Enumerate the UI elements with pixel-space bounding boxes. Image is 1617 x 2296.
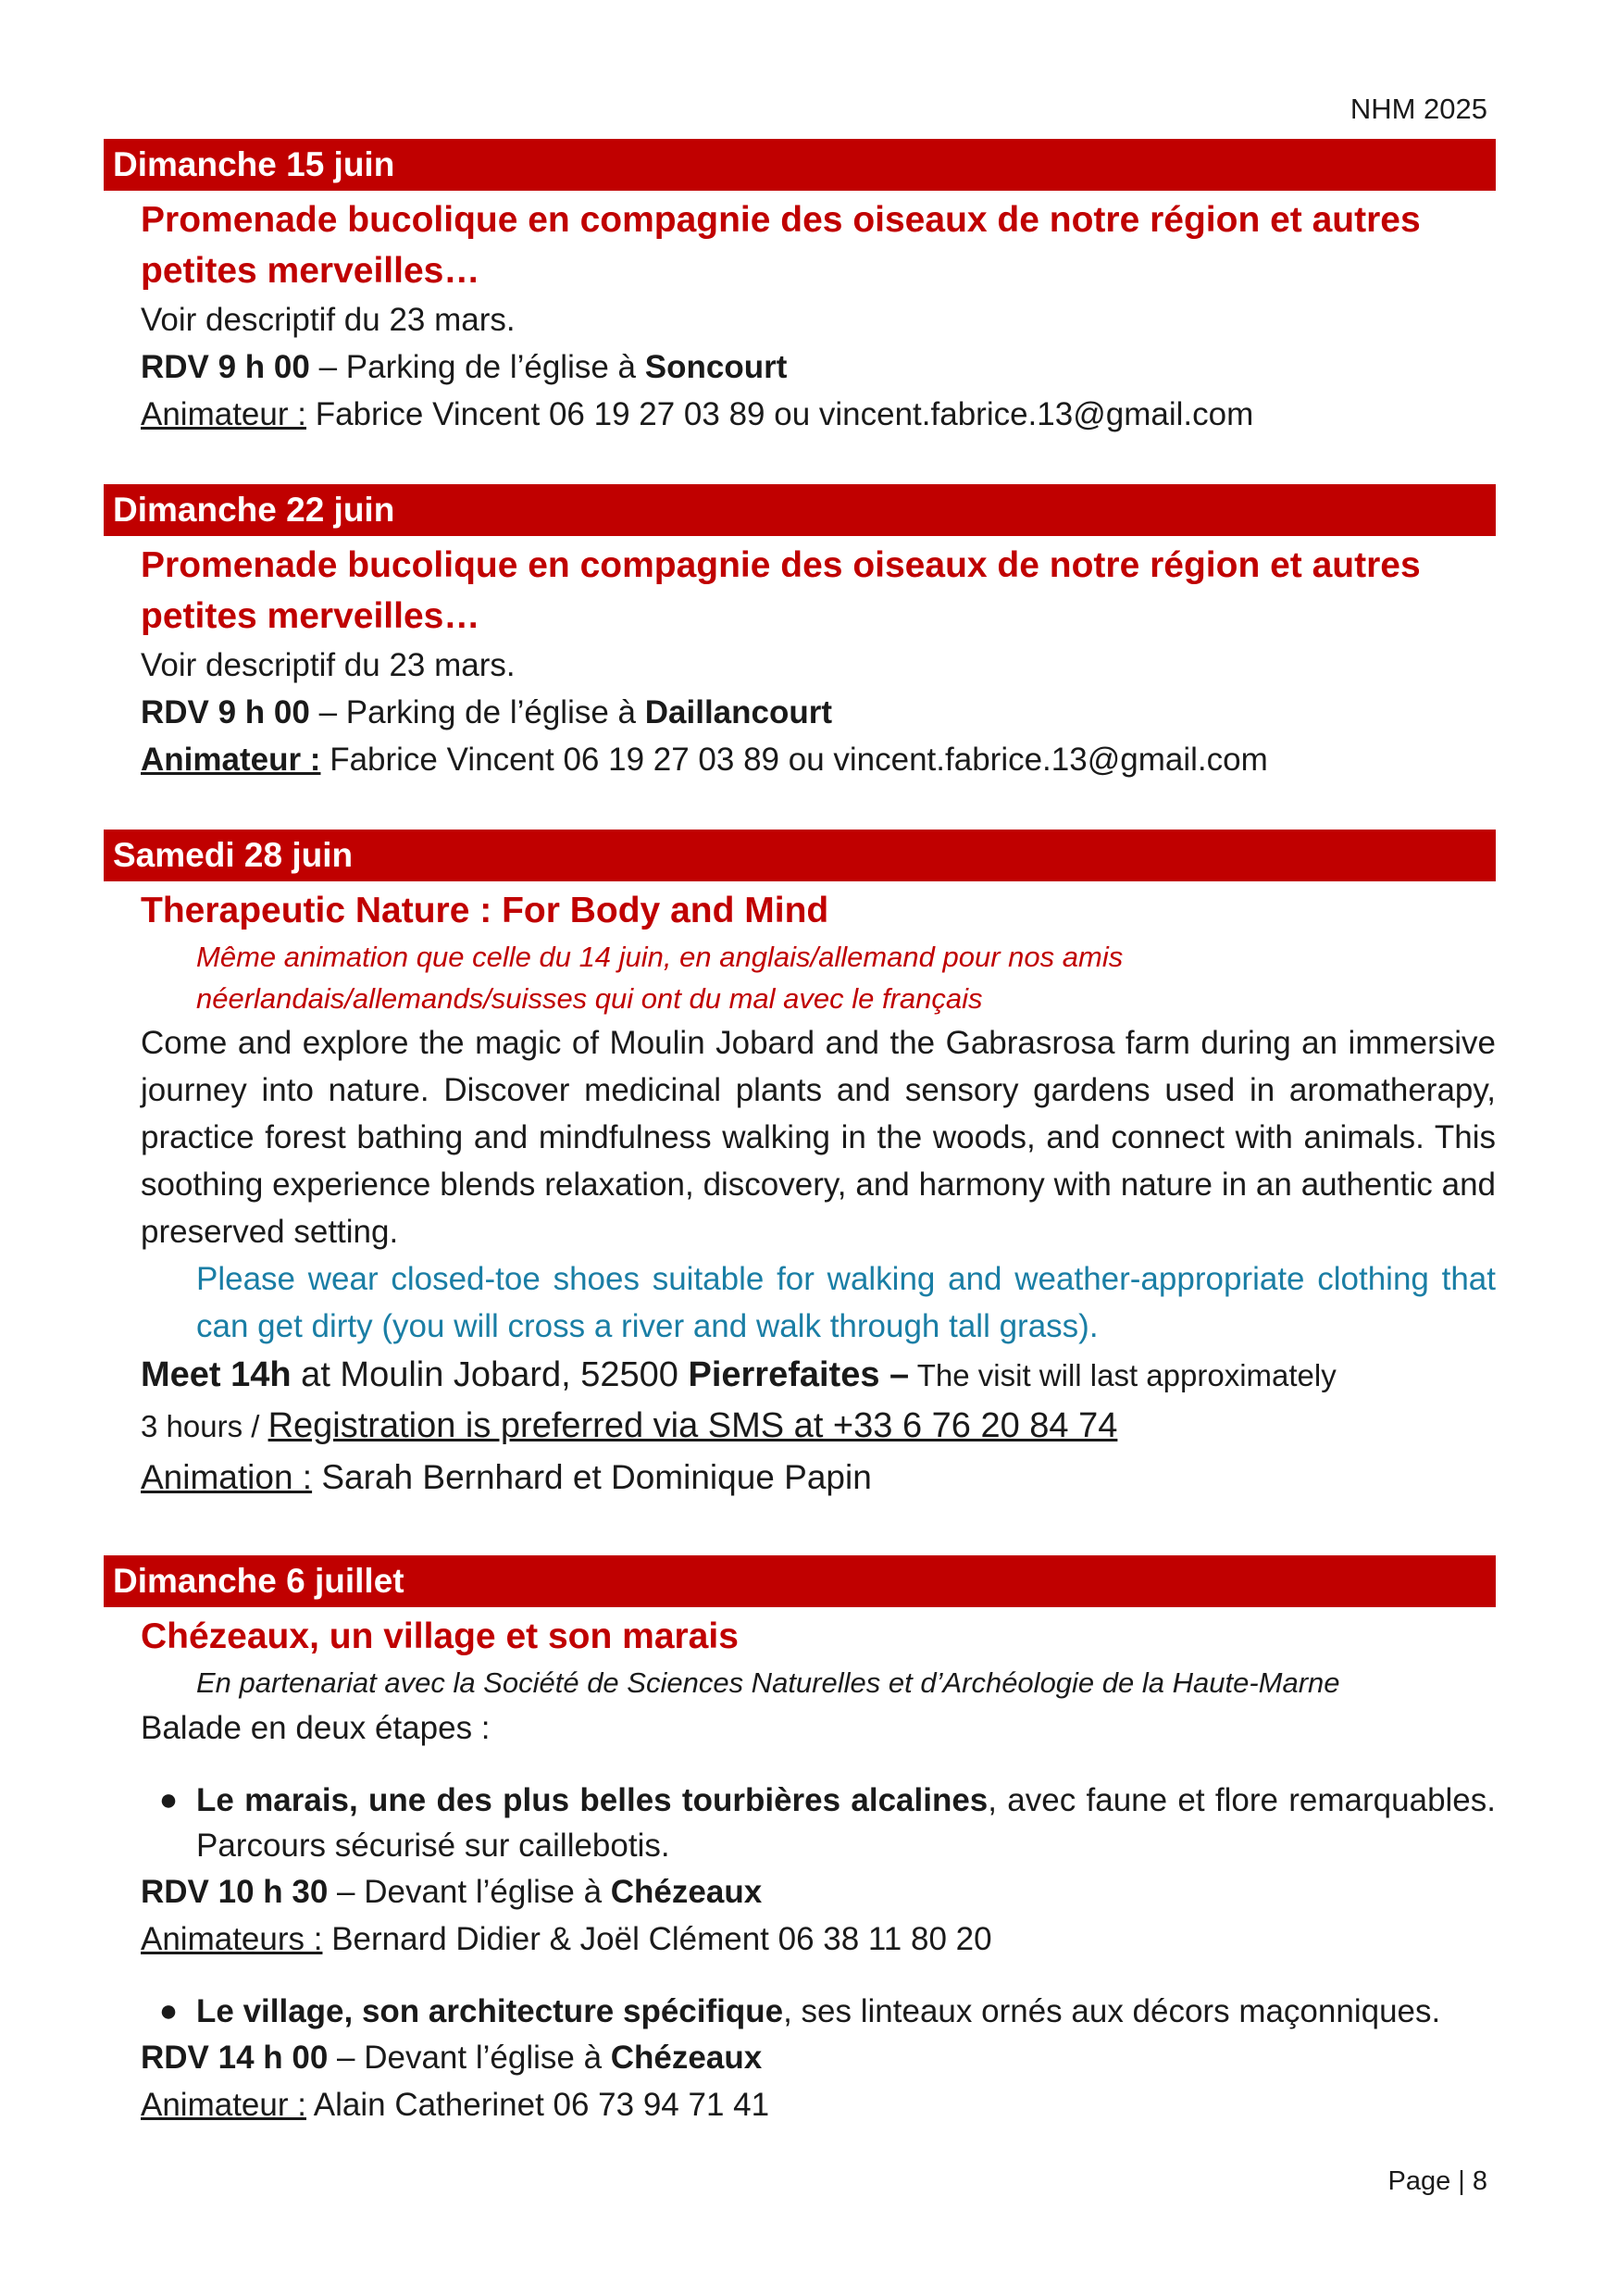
note-line: néerlandais/allemands/suisses qui ont du mal avec le français <box>196 982 983 1015</box>
list-item-bold: Le marais, une des plus belles tourbières alcalines <box>196 1782 989 1818</box>
event-intro: Balade en deux étapes : <box>141 1710 491 1746</box>
rdv-time: RDV 9 h 00 <box>141 349 310 385</box>
event-dimanche-22-juin <box>104 484 1496 783</box>
animateur-label: Animateur : <box>141 396 306 432</box>
animateur-contact: Fabrice Vincent 06 19 27 03 89 ou vincent.fabrice.13@gmail.com <box>305 396 1254 432</box>
animation-names: Sarah Bernhard et Dominique Papin <box>312 1458 872 1496</box>
rdv-time: RDV 14 h 00 <box>141 2040 329 2076</box>
event-dimanche-15-juin <box>104 139 1496 438</box>
rdv-time: RDV 10 h 30 <box>141 1874 329 1910</box>
event-animateur <box>141 2081 1496 2128</box>
animateur-label: Animateur : <box>141 742 321 778</box>
rdv-place: Daillancourt <box>644 694 833 730</box>
event-meeting <box>141 1350 1496 1401</box>
list-item-rest: , avec faune et flore remarquables. Parcours sécurisé sur caillebotis. <box>196 1782 1496 1864</box>
event-rdv <box>141 1868 1496 1915</box>
event-title-line: petites merveilles… <box>141 596 480 636</box>
registration-link[interactable]: Registration is preferred via SMS at +33 6 76 20 84 74 <box>267 1406 1118 1445</box>
meet-duration-end: 3 hours / <box>141 1409 268 1443</box>
event-animateur <box>141 736 1496 783</box>
event-registration <box>141 1401 1496 1452</box>
list-item-rest: , ses linteaux ornés aux décors maçonniques. <box>783 1993 1441 2029</box>
event-samedi-28-juin <box>104 830 1496 1503</box>
animateur-label: Animateurs : <box>141 1921 323 1957</box>
note-line: Même animation que celle du 14 juin, en anglais/allemand pour nos amis <box>196 941 1124 973</box>
event-title: Therapeutic Nature : For Body and Mind <box>141 891 829 930</box>
event-date-bar: Samedi 28 juin <box>104 830 1496 881</box>
list-item-text <box>196 1989 1496 2034</box>
rdv-time: RDV 9 h 00 <box>141 694 310 730</box>
meet-text: at Moulin Jobard, 52500 <box>291 1355 689 1394</box>
list-item <box>141 1778 1496 1868</box>
animation-label: Animation : <box>141 1458 313 1496</box>
event-descriptif: Voir descriptif du 23 mars. <box>141 302 516 338</box>
event-date-bar: Dimanche 6 juillet <box>104 1555 1496 1607</box>
event-animateur <box>141 391 1496 438</box>
event-rdv <box>141 689 1496 736</box>
bullet-icon: ● <box>158 1993 179 2028</box>
animateur-label: Animateur : <box>141 2087 306 2123</box>
event-title-line: petites merveilles… <box>141 251 480 291</box>
rdv-place: Chézeaux <box>610 1874 763 1910</box>
rdv-text: – Devant l’église à <box>328 2040 611 2076</box>
event-animation <box>141 1452 1496 1503</box>
event-partner-note: En partenariat avec la Société de Sciences Naturelles et d’Archéologie de la Haute-Marne <box>196 1666 1340 1699</box>
list-item-text <box>196 1778 1496 1868</box>
running-header: NHM 2025 <box>1350 93 1487 125</box>
rdv-text: – Devant l’église à <box>328 1874 611 1910</box>
event-title <box>141 540 1496 642</box>
rdv-place: Chézeaux <box>610 2040 763 2076</box>
event-rdv <box>141 2034 1496 2081</box>
meet-time: Meet 14h <box>141 1355 292 1394</box>
event-title-line: Promenade bucolique en compagnie des oiseaux de notre région et autres <box>141 200 1421 240</box>
meet-place: Pierrefaites <box>688 1355 880 1394</box>
event-title-line: Promenade bucolique en compagnie des oiseaux de notre région et autres <box>141 545 1421 585</box>
event-animateur <box>141 1915 1496 1963</box>
meet-dash: – <box>879 1355 910 1394</box>
event-title <box>141 194 1496 296</box>
event-dimanche-6-juillet <box>104 1555 1496 2128</box>
page-number-footer: Page | 8 <box>1387 2166 1487 2196</box>
event-title: Chézeaux, un village et son marais <box>141 1616 739 1656</box>
rdv-text: – Parking de l’église à <box>309 694 645 730</box>
event-date-bar: Dimanche 15 juin <box>104 139 1496 191</box>
rdv-text: – Parking de l’église à <box>309 349 645 385</box>
event-date-bar: Dimanche 22 juin <box>104 484 1496 536</box>
meet-duration: The visit will last approximately <box>909 1358 1337 1392</box>
bullet-icon: ● <box>158 1782 179 1817</box>
rdv-place: Soncourt <box>644 349 788 385</box>
event-descriptif: Voir descriptif du 23 mars. <box>141 647 516 683</box>
event-language-note <box>141 936 1496 1019</box>
animateur-contact: Alain Catherinet 06 73 94 71 41 <box>305 2087 770 2123</box>
event-rdv <box>141 343 1496 391</box>
list-item-bold: Le village, son architecture spécifique <box>196 1993 784 2029</box>
animateur-contact: Bernard Didier & Joël Clément 06 38 11 80 20 <box>322 1921 992 1957</box>
event-advice: Please wear closed-toe shoes suitable for walking and weather-appropriate clothing that can get dirty (you will cross a river and walk through tall grass). <box>196 1261 1496 1344</box>
animateur-contact: Fabrice Vincent 06 19 27 03 89 ou vincent.fabrice.13@gmail.com <box>320 742 1268 778</box>
event-description: Come and explore the magic of Moulin Jobard and the Gabrasrosa farm during an immersive journey into nature. Discover medicinal plants and sensory gardens used in aromatherapy, practice forest bathing and mindfulness walking in the woods, and connect with animals. This soothing experience blends relaxation, discovery, and harmony with nature in an authentic and preserved setting. <box>141 1025 1496 1250</box>
list-item <box>141 1989 1496 2034</box>
